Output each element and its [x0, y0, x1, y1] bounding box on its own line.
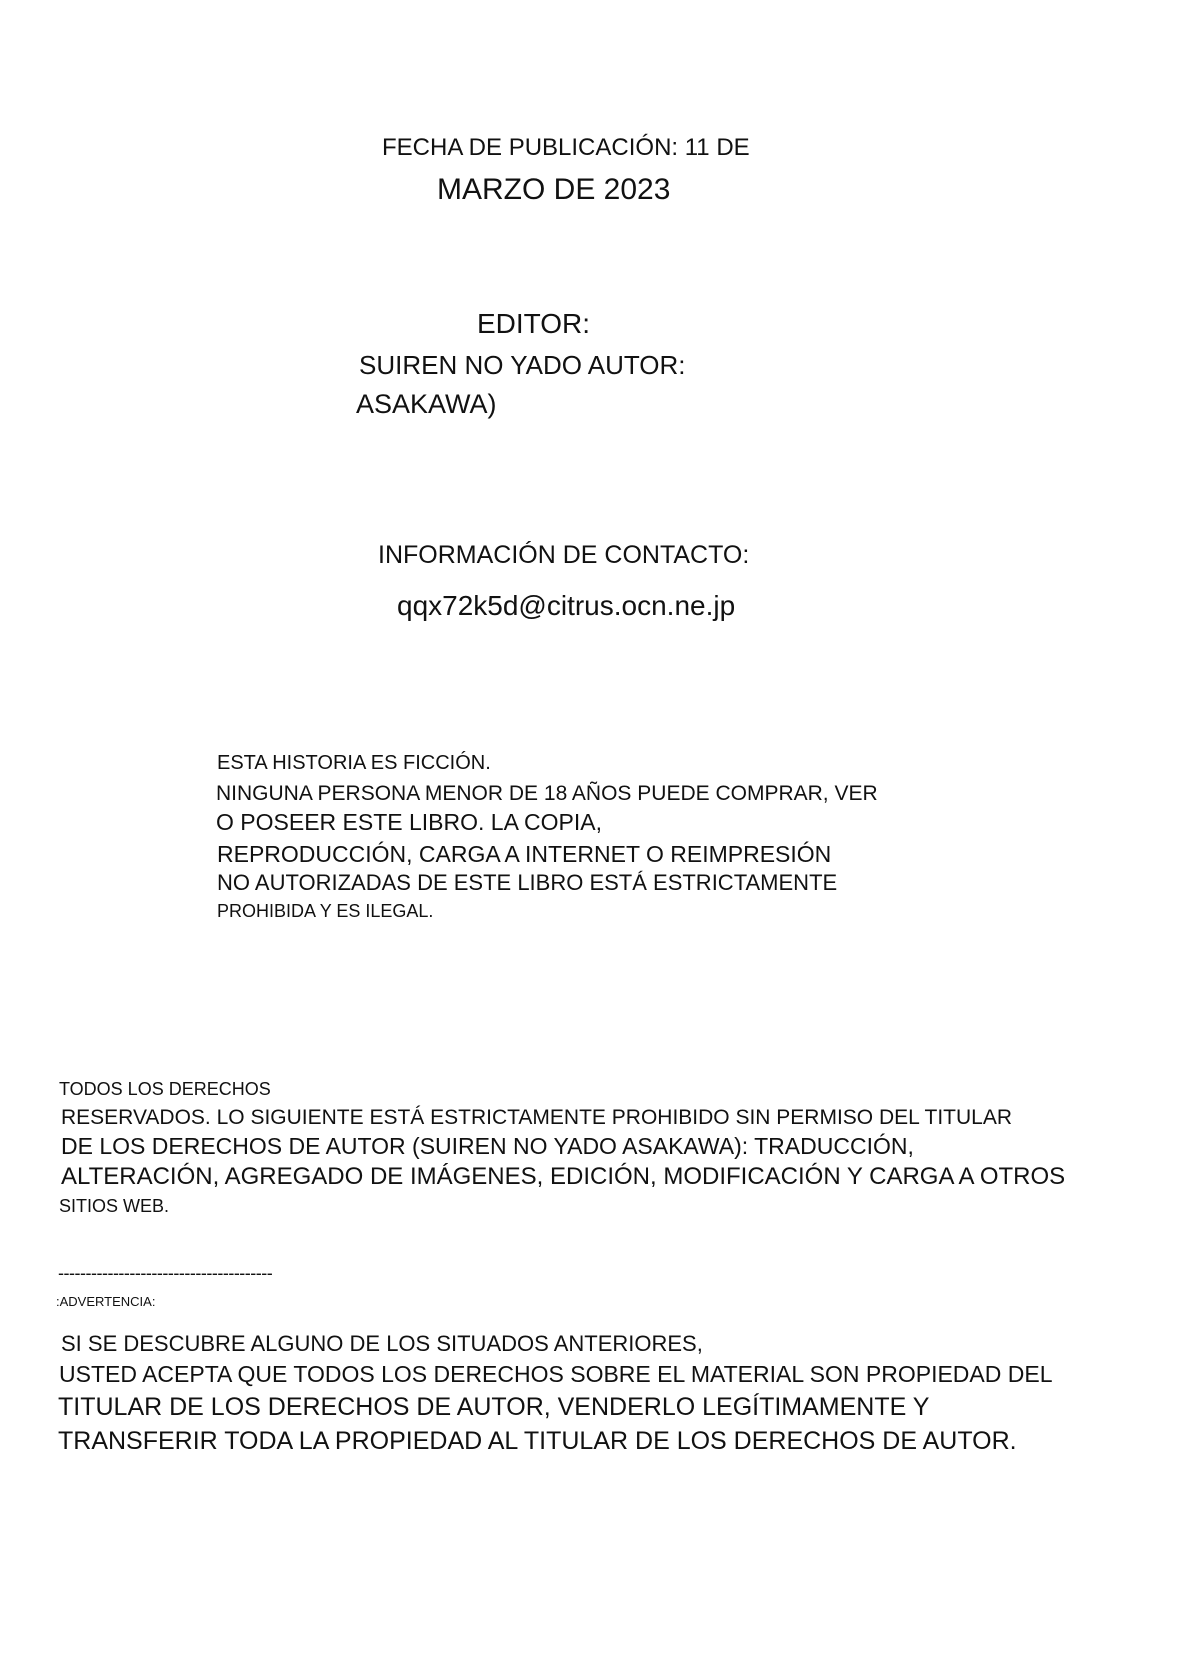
contact-email: qqx72k5d@citrus.ocn.ne.jp: [397, 590, 736, 621]
publication-date-line-2: MARZO DE 2023: [437, 173, 671, 206]
rights-notice-line: RESERVADOS. LO SIGUIENTE ESTÁ ESTRICTAMENTE PROHIBIDO SIN PERMISO DEL TITULAR: [61, 1106, 1013, 1129]
author-name: ASAKAWA): [356, 389, 497, 419]
contact-label: INFORMACIÓN DE CONTACTO:: [378, 541, 750, 569]
editor-name-author-label: SUIREN NO YADO AUTOR:: [359, 350, 686, 380]
fiction-notice-line: PROHIBIDA Y ES ILEGAL.: [217, 901, 434, 921]
warning-divider: ---------------------------------------: [58, 1263, 273, 1283]
fiction-notice-line: NINGUNA PERSONA MENOR DE 18 AÑOS PUEDE COMPRAR, VER: [216, 782, 878, 805]
rights-notice-line: DE LOS DERECHOS DE AUTOR (SUIREN NO YADO ASAKAWA): TRADUCCIÓN,: [61, 1133, 914, 1159]
fiction-notice-line: REPRODUCCIÓN, CARGA A INTERNET O REIMPRESIÓN: [217, 841, 832, 867]
warning-line: TRANSFERIR TODA LA PROPIEDAD AL TITULAR DE LOS DERECHOS DE AUTOR.: [58, 1427, 1017, 1455]
warning-line: SI SE DESCUBRE ALGUNO DE LOS SITUADOS ANTERIORES,: [61, 1331, 703, 1356]
warning-label: :ADVERTENCIA:: [56, 1294, 156, 1309]
editor-label: EDITOR:: [477, 308, 591, 339]
fiction-notice-line: ESTA HISTORIA ES FICCIÓN.: [217, 752, 491, 774]
publication-date-line-1: FECHA DE PUBLICACIÓN: 11 DE: [382, 134, 750, 161]
fiction-notice-line: O POSEER ESTE LIBRO. LA COPIA,: [216, 809, 603, 835]
warning-line: TITULAR DE LOS DERECHOS DE AUTOR, VENDERLO LEGÍTIMAMENTE Y: [58, 1393, 930, 1421]
fiction-notice-line: NO AUTORIZADAS DE ESTE LIBRO ESTÁ ESTRICTAMENTE: [217, 870, 838, 895]
rights-notice-line: SITIOS WEB.: [59, 1196, 170, 1216]
rights-notice-line: ALTERACIÓN, AGREGADO DE IMÁGENES, EDICIÓN, MODIFICACIÓN Y CARGA A OTROS: [61, 1163, 1066, 1190]
rights-notice-line: TODOS LOS DERECHOS: [59, 1079, 271, 1099]
warning-line: USTED ACEPTA QUE TODOS LOS DERECHOS SOBRE EL MATERIAL SON PROPIEDAD DEL: [59, 1361, 1053, 1387]
